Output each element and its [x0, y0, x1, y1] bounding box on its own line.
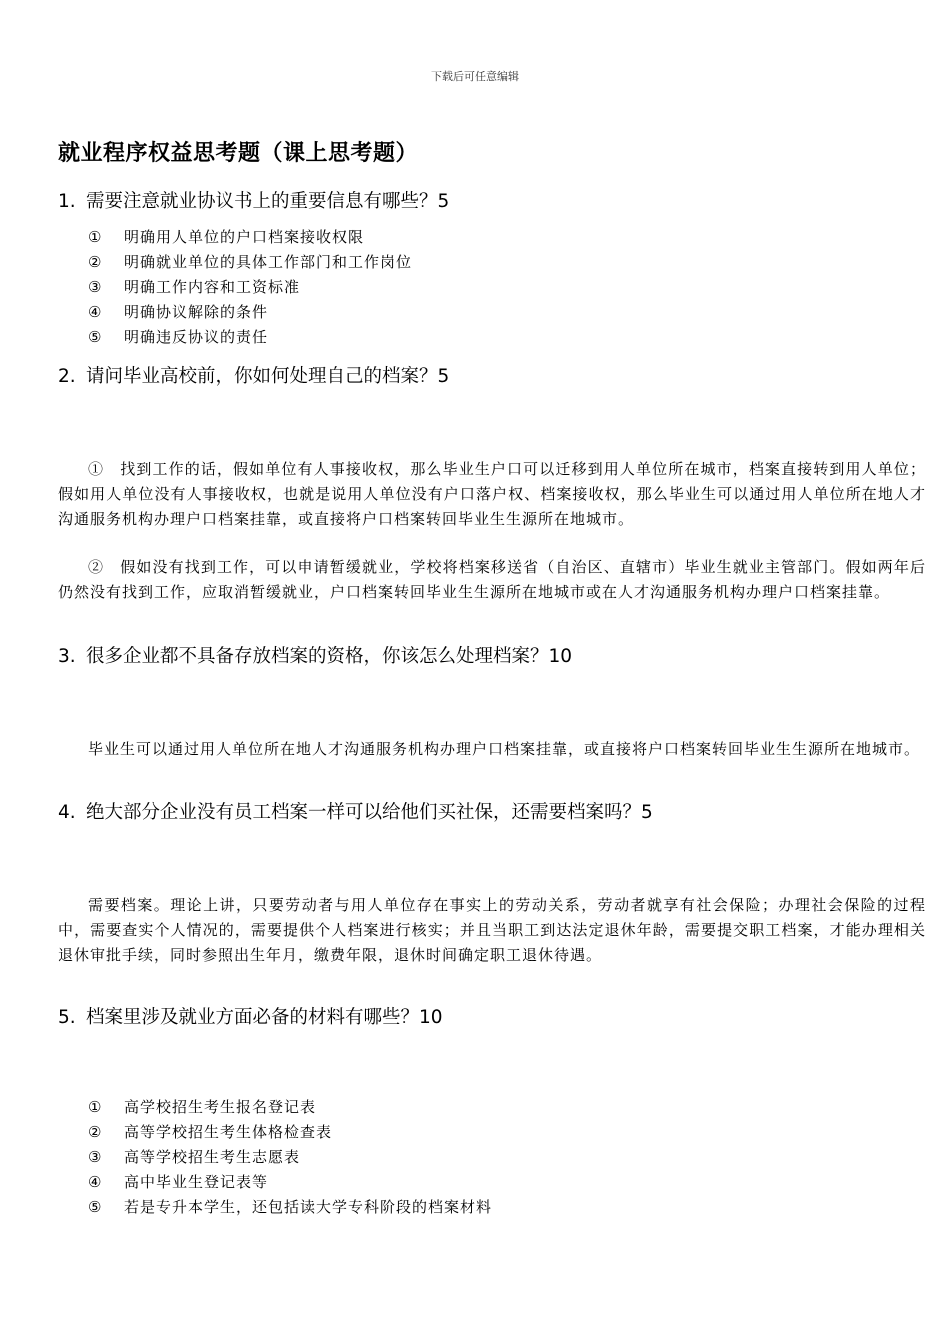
item-text: 若是专升本学生，还包括读大学专科阶段的档案材料 — [124, 1198, 493, 1216]
question-text: 很多企业都不具备存放档案的资格，你该怎么处理档案？10 — [86, 646, 573, 667]
question-number: 5. — [58, 1007, 76, 1028]
question-3-answer-paragraph: 毕业生可以通过用人单位所在地人才沟通服务机构办理户口档案挂靠，或直接将户口档案转回毕业生生源所在地城市。 — [88, 740, 921, 758]
question-number: 2. — [58, 366, 76, 387]
item-marker: ① — [88, 1098, 103, 1116]
question-number: 3. — [58, 646, 76, 667]
item-marker: ② — [88, 1123, 103, 1141]
list-item — [88, 300, 412, 325]
list-item — [88, 325, 412, 350]
item-marker: ③ — [88, 1148, 103, 1166]
item-text: 明确就业单位的具体工作部门和工作岗位 — [124, 253, 413, 271]
question-2-answer-paragraph-2: ② 假如没有找到工作，可以申请暂缓就业，学校将档案移送省（自治区、直辖市）毕业生就业主管部门。假如两年后仍然没有找到工作，应取消暂缓就业，户口档案转回毕业生生源所在地城市或在人才沟通服务机构办理户口档案挂靠。 — [58, 558, 926, 601]
question-text: 绝大部分企业没有员工档案一样可以给他们买社保，还需要档案吗？5 — [86, 802, 653, 823]
question-3-heading — [58, 642, 572, 668]
item-marker: ④ — [88, 303, 103, 321]
document-title: 就业程序权益思考题（课上思考题） — [58, 141, 419, 166]
question-1-answer-list — [88, 225, 412, 350]
question-4-heading — [58, 798, 653, 824]
item-text: 高中毕业生登记表等 — [124, 1173, 269, 1191]
list-item — [88, 275, 412, 300]
question-1-heading — [58, 187, 449, 213]
item-marker: ② — [88, 253, 103, 271]
question-5-answer-list — [88, 1095, 492, 1220]
question-number: 4. — [58, 802, 76, 823]
list-item — [88, 1170, 492, 1195]
list-item — [88, 1195, 492, 1220]
item-marker: ③ — [88, 278, 103, 296]
question-2-heading — [58, 362, 449, 388]
list-item — [88, 225, 412, 250]
header-note: 下载后可任意编辑 — [431, 70, 519, 83]
question-number: 1. — [58, 191, 76, 212]
item-text: 明确协议解除的条件 — [124, 303, 269, 321]
question-2-answer-paragraph-1: ① 找到工作的话，假如单位有人事接收权，那么毕业生户口可以迁移到用人单位所在城市，档案直接转到用人单位；假如用人单位没有人事接收权，也就是说用人单位没有户口落户权、档案接收权，那么毕业生可以通过用人单位所在地人才沟通服务机构办理户口档案挂靠，或直接将户口档案转回毕业生生源所在地城市。 — [58, 460, 926, 528]
question-text: 档案里涉及就业方面必备的材料有哪些？10 — [86, 1007, 443, 1028]
item-text: 高等学校招生考生志愿表 — [124, 1148, 301, 1166]
list-item — [88, 1145, 492, 1170]
item-text: 高等学校招生考生体格检查表 — [124, 1123, 333, 1141]
item-marker: ⑤ — [88, 1198, 103, 1216]
item-text: 明确工作内容和工资标准 — [124, 278, 301, 296]
item-text: 明确违反协议的责任 — [124, 328, 269, 346]
question-5-heading — [58, 1003, 443, 1029]
question-4-answer-paragraph: 需要档案。理论上讲，只要劳动者与用人单位存在事实上的劳动关系，劳动者就享有社会保险；办理社会保险的过程中，需要查实个人情况的，需要提供个人档案进行核实；并且当职工到达法定退休年龄，需要提交职工档案，才能办理相关退休审批手续，同时参照出生年月，缴费年限，退休时间确定职工退休待遇。 — [58, 896, 926, 964]
list-item — [88, 1120, 492, 1145]
item-marker: ④ — [88, 1173, 103, 1191]
list-item — [88, 250, 412, 275]
item-text: 明确用人单位的户口档案接收权限 — [124, 228, 365, 246]
list-item — [88, 1095, 492, 1120]
item-marker: ① — [88, 228, 103, 246]
item-text: 高学校招生考生报名登记表 — [124, 1098, 317, 1116]
item-marker: ⑤ — [88, 328, 103, 346]
question-text: 需要注意就业协议书上的重要信息有哪些？5 — [86, 191, 450, 212]
question-text: 请问毕业高校前，你如何处理自己的档案？5 — [86, 366, 450, 387]
